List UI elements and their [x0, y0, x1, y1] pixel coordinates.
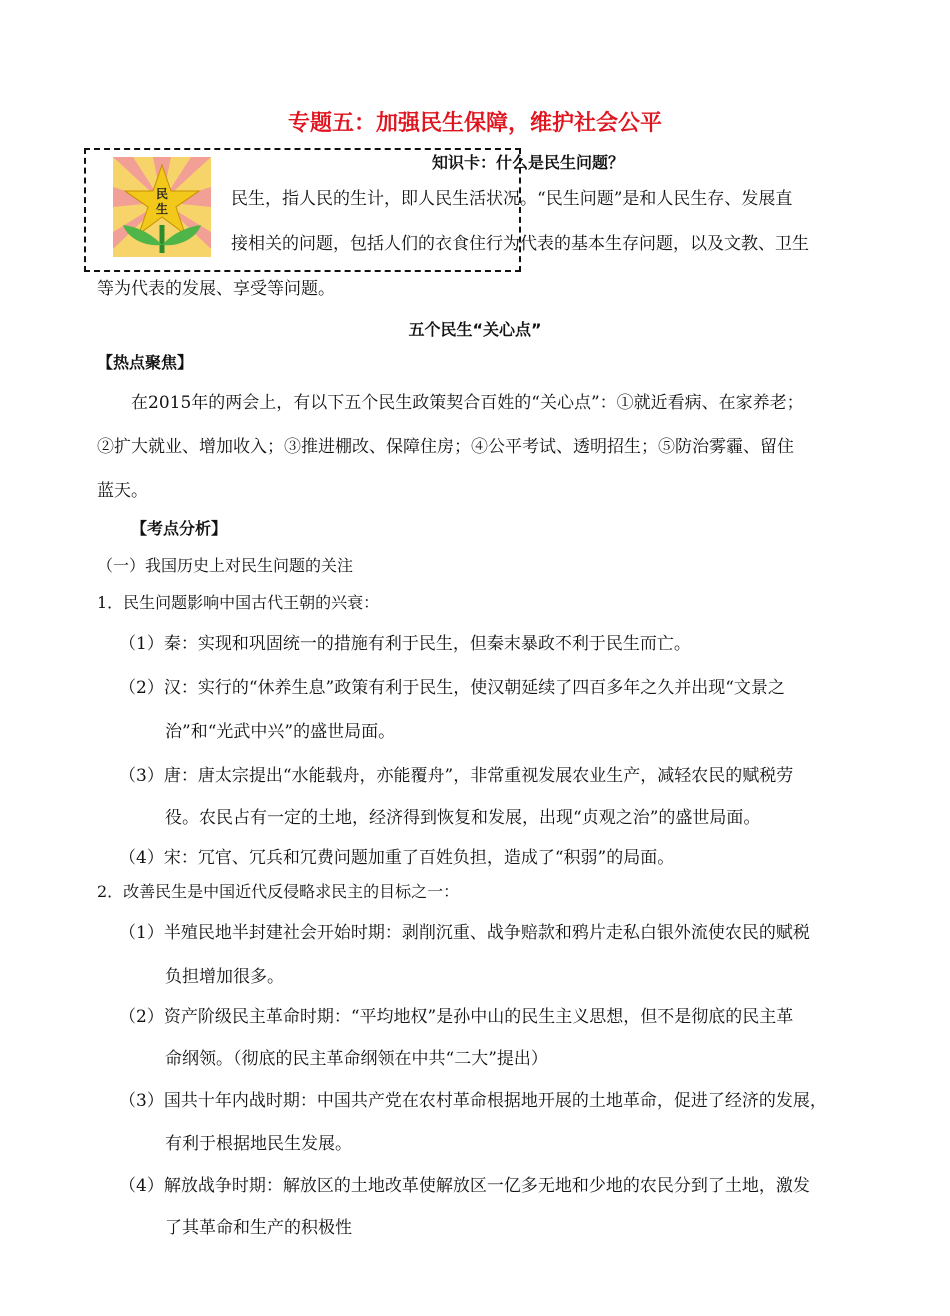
list-item: 治”和“光武中兴”的盛世局面。 — [165, 722, 396, 742]
list-item: 役。农民占有一定的土地，经济得到恢复和发展，出现“贞观之治”的盛世局面。 — [165, 808, 761, 828]
card-text-line: 接相关的问题，包括人们的衣食住行为代表的基本生存问题，以及文教、卫生 — [231, 234, 809, 254]
list-item: （4）解放战争时期：解放区的土地改革使解放区一亿多无地和少地的农民分到了土地，激发 — [119, 1176, 810, 1196]
point-heading: 2．改善民生是中国近代反侵略求民主的目标之一： — [97, 882, 460, 901]
logo-label: 民生 — [155, 187, 168, 216]
list-item: （2）资产阶级民主革命时期：“平均地权”是孙中山的民生主义思想，但不是彻底的民主革 — [119, 1007, 794, 1027]
card-text-line: 等为代表的发展、享受等问题。 — [97, 279, 335, 299]
list-item: （3）国共十年内战时期：中国共产党在农村革命根据地开展的土地革命，促进了经济的发展， — [119, 1091, 827, 1111]
hotspot-line: 蓝天。 — [97, 481, 148, 501]
list-item: （3）唐：唐太宗提出“水能载舟，亦能覆舟”，非常重视发展农业生产，减轻农民的赋税劳 — [119, 766, 794, 786]
analysis-heading: 【考点分析】 — [131, 519, 228, 538]
list-item: 负担增加很多。 — [165, 967, 284, 987]
list-item: （4）宋：冗官、冗兵和冗费问题加重了百姓负担，造成了“积弱”的局面。 — [119, 848, 675, 868]
card-text-line: 民生，指人民的生计，即人民生活状况。“民生问题”是和人民生存、发展直 — [231, 189, 793, 209]
list-item: 命纲领。（彻底的民主革命纲领在中共“二大”提出） — [165, 1049, 548, 1069]
section-heading: 五个民生“关心点” — [408, 320, 542, 339]
list-item: 了其革命和生产的积极性 — [165, 1218, 352, 1238]
hotspot-line: 在2015年的两会上，有以下五个民生政策契合百姓的“关心点”：①就近看病、在家养老； — [131, 393, 804, 413]
knowledge-card-title: 知识卡：什么是民生问题？ — [432, 153, 625, 172]
list-item: （1）半殖民地半封建社会开始时期：剥削沉重、战争赔款和鸦片走私白银外流使农民的赋税 — [119, 923, 810, 943]
hotspot-heading: 【热点聚焦】 — [97, 353, 194, 372]
hotspot-line: ②扩大就业、增加收入；③推进棚改、保障住房；④公平考试、透明招生；⑤防治雾霾、留住 — [97, 437, 794, 457]
list-item: （2）汉：实行的“休养生息”政策有利于民生，使汉朝延续了四百多年之久并出现“文景之 — [119, 678, 785, 698]
subsection-heading: （一）我国历史上对民生问题的关注 — [97, 556, 354, 575]
point-heading: 1．民生问题影响中国古代王朝的兴衰： — [97, 593, 380, 612]
list-item: 有利于根据地民生发展。 — [165, 1134, 352, 1154]
page-title: 专题五：加强民生保障，维护社会公平 — [287, 111, 662, 136]
list-item: （1）秦：实现和巩固统一的措施有利于民生，但秦末暴政不利于民生而亡。 — [119, 634, 691, 654]
